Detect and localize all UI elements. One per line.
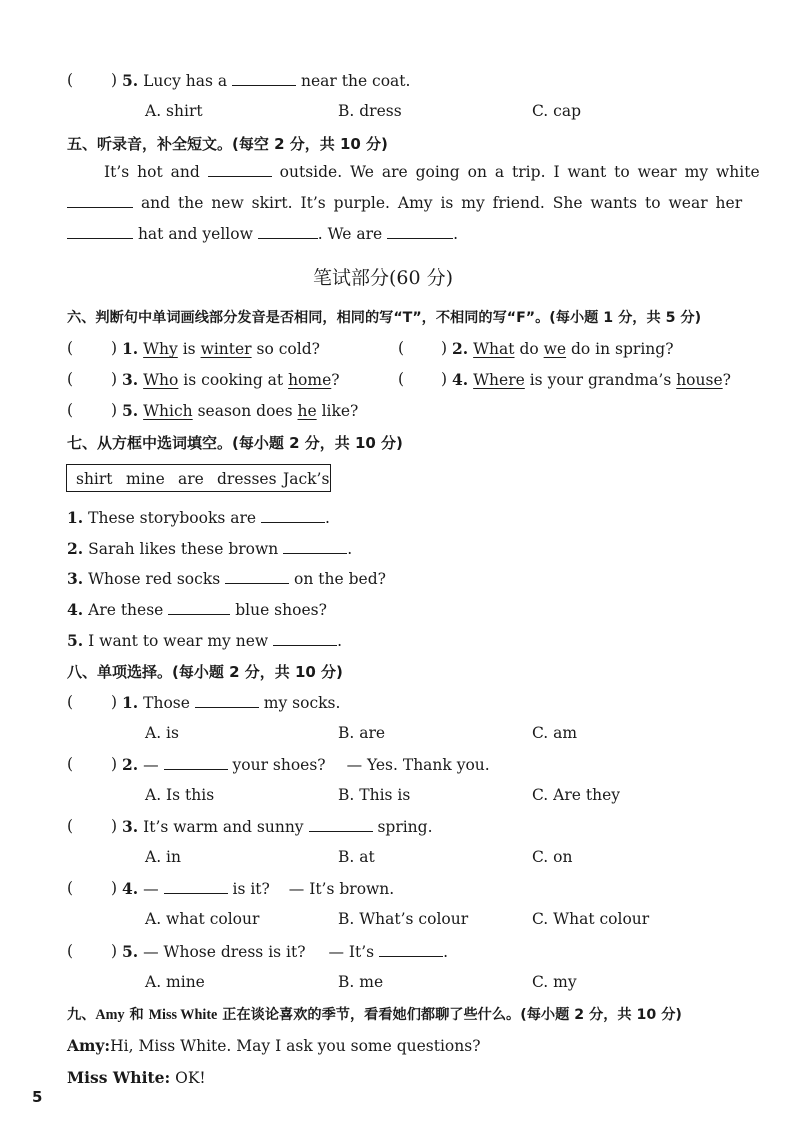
option-b[interactable]: B. are <box>338 724 386 742</box>
question-number: 4. <box>452 370 469 389</box>
answer-paren-open: ( <box>67 71 74 89</box>
answer-blank[interactable] <box>309 817 373 832</box>
heading-text: Amy <box>95 1007 125 1023</box>
stem-text: — <box>143 880 159 898</box>
passage-text: and the new skirt. <box>140 194 293 212</box>
stem-text: on the bed? <box>294 570 386 588</box>
stem-text: like? <box>316 402 359 420</box>
word-bank-box <box>66 464 331 492</box>
passage-text: It’s hot and <box>104 163 200 181</box>
question-number: 3. <box>122 817 139 836</box>
page-number: 5 <box>32 1088 43 1106</box>
heading-text: Miss White <box>148 1007 218 1023</box>
underlined-word: Who <box>143 371 179 389</box>
answer-paren-open: ( <box>67 693 74 711</box>
answer-paren-close: ) <box>111 339 118 357</box>
question-number: 1. <box>122 339 139 358</box>
s6-item-1 <box>122 339 320 358</box>
question-number: 3. <box>67 569 84 588</box>
answer-paren-close: ) <box>111 879 118 897</box>
stem-text: is it? <box>232 880 270 898</box>
s8-item-3 <box>122 817 433 836</box>
question-number: 5. <box>122 401 139 420</box>
dialogue-text: OK! <box>170 1069 206 1087</box>
s7-item-5 <box>67 631 342 650</box>
passage-text: . <box>453 225 459 243</box>
question-number: 4. <box>67 600 84 619</box>
stem-text: Sarah likes these brown <box>88 540 279 558</box>
answer-paren-open: ( <box>67 942 74 960</box>
stem-text: Those <box>143 694 190 712</box>
s6-item-5 <box>122 401 358 420</box>
question-number: 1. <box>67 508 84 527</box>
underlined-word: Why <box>143 340 178 358</box>
passage-text: I want to wear my white <box>553 163 760 181</box>
answer-blank[interactable] <box>67 224 133 239</box>
word-bank-item: dresses <box>217 470 277 488</box>
question-number: 2. <box>67 539 84 558</box>
underlined-word: house <box>676 371 723 389</box>
heading-text: 九、 <box>67 1007 96 1023</box>
s6-item-4 <box>452 370 731 389</box>
answer-paren-close: ) <box>111 370 118 388</box>
stem-text: Lucy has a <box>143 72 228 90</box>
answer-paren-open: ( <box>67 755 74 773</box>
speaker-name: Miss White: <box>67 1068 171 1087</box>
stem-text: spring. <box>377 818 433 836</box>
answer-blank[interactable] <box>225 569 289 584</box>
stem-text: — <box>143 756 159 774</box>
question-number: 4. <box>122 879 139 898</box>
word-bank-item: mine <box>126 470 165 488</box>
heading-text: 正在谈论喜欢的季节，看看她们都聊了些什么。(每小题 2 分，共 10 分) <box>217 1007 682 1023</box>
option-a[interactable]: A. is <box>145 724 179 742</box>
question-number: 1. <box>122 693 139 712</box>
s6-item-2 <box>452 339 674 358</box>
option-a[interactable]: A. Is this <box>145 786 215 804</box>
option-c[interactable]: C. Are they <box>532 786 621 804</box>
dialogue-text: Hi, Miss White. May I ask you some questions? <box>110 1037 481 1055</box>
stem-text: Whose red socks <box>88 570 221 588</box>
speaker-name: Amy: <box>67 1036 111 1055</box>
answer-blank[interactable] <box>273 631 337 646</box>
section-9-heading <box>67 1004 682 1024</box>
s8-item-2 <box>122 755 490 774</box>
stem-text: is your grandma’s <box>524 371 677 389</box>
option-b[interactable]: B. me <box>338 973 384 991</box>
question-number: 2. <box>452 339 469 358</box>
option-b[interactable]: B. at <box>338 848 375 866</box>
answer-blank[interactable] <box>258 224 318 239</box>
answer-blank[interactable] <box>208 162 272 177</box>
stem-text: your shoes? <box>232 756 326 774</box>
answer-paren-close: ) <box>111 401 118 419</box>
passage-text: She wants to wear her <box>552 194 743 212</box>
passage-text: outside. <box>279 163 343 181</box>
stem-text: is cooking at <box>178 371 289 389</box>
answer-paren-open: ( <box>67 339 74 357</box>
stem-text: blue shoes? <box>235 601 327 619</box>
answer-paren-close: ) <box>111 71 118 89</box>
option-a[interactable]: A. mine <box>145 973 205 991</box>
s7-item-1 <box>67 508 330 527</box>
stem-text: Are these <box>88 601 164 619</box>
stem-text: . <box>337 632 343 650</box>
answer-blank[interactable] <box>164 879 228 894</box>
option-c[interactable]: C. on <box>532 848 573 866</box>
option-a[interactable]: A. what colour <box>145 910 260 928</box>
passage-text: We are going on a trip. <box>350 163 546 181</box>
stem-text: my socks. <box>263 694 341 712</box>
stem-text: is <box>177 340 201 358</box>
underlined-word: Where <box>473 371 525 389</box>
s7-item-3 <box>67 569 386 588</box>
stem-text: season does <box>192 402 298 420</box>
answer-blank[interactable] <box>67 193 133 208</box>
option-c[interactable]: C. cap <box>532 102 582 120</box>
underlined-word: What <box>473 340 515 358</box>
underlined-word: winter <box>200 340 252 358</box>
answer-blank[interactable] <box>168 600 230 615</box>
answer-blank[interactable] <box>164 755 228 770</box>
stem-text: . <box>324 509 330 527</box>
option-c[interactable]: C. What colour <box>532 910 650 928</box>
stem-text: ? <box>722 371 731 389</box>
underlined-word: he <box>297 402 317 420</box>
dialogue-line-1 <box>67 1036 481 1055</box>
stem-text: — Yes. Thank you. <box>346 756 490 774</box>
answer-blank[interactable] <box>387 224 453 239</box>
s8-item-1 <box>122 693 340 712</box>
answer-paren-close: ) <box>441 370 448 388</box>
answer-paren-open: ( <box>398 339 405 357</box>
s7-item-4 <box>67 600 327 619</box>
answer-blank[interactable] <box>283 539 347 554</box>
stem-text: These storybooks are <box>88 509 257 527</box>
written-part-title: 笔试部分(60 分) <box>313 267 454 289</box>
stem-text: do in spring? <box>566 340 674 358</box>
stem-text: It’s warm and sunny <box>143 818 304 836</box>
answer-paren-close: ) <box>111 755 118 773</box>
word-bank-item: shirt <box>76 470 113 488</box>
passage-line-2 <box>67 193 742 212</box>
answer-paren-open: ( <box>67 370 74 388</box>
s7-item-2 <box>67 539 352 558</box>
answer-blank[interactable] <box>195 693 259 708</box>
answer-paren-close: ) <box>441 339 448 357</box>
option-c[interactable]: C. my <box>532 973 577 991</box>
passage-line-3 <box>67 224 458 243</box>
answer-blank[interactable] <box>379 942 443 957</box>
section-7-heading: 七、从方框中选词填空。(每小题 2 分，共 10 分) <box>67 434 403 452</box>
dialogue-line-2 <box>67 1068 206 1087</box>
answer-paren-close: ) <box>111 942 118 960</box>
answer-blank[interactable] <box>232 71 296 86</box>
passage-text: hat and yellow <box>137 225 253 243</box>
answer-paren-open: ( <box>398 370 405 388</box>
stem-text: I want to wear my new <box>88 632 269 650</box>
section-8-heading: 八、单项选择。(每小题 2 分，共 10 分) <box>67 663 343 681</box>
passage-line-1 <box>104 162 760 181</box>
section-5-heading: 五、听录音，补全短文。(每空 2 分，共 10 分) <box>67 135 388 153</box>
word-bank-item: are <box>178 470 204 488</box>
stem-text: — It’s brown. <box>288 880 395 898</box>
stem-text: . <box>347 540 353 558</box>
passage-text: . We are <box>317 225 383 243</box>
question-5-stem <box>122 71 410 90</box>
stem-text: near the coat. <box>301 72 411 90</box>
s6-item-3 <box>122 370 340 389</box>
option-b[interactable]: B. This is <box>338 786 411 804</box>
question-number: 5. <box>67 631 84 650</box>
passage-text: Amy is my friend. <box>397 194 545 212</box>
stem-text: — Whose dress is it? <box>143 943 306 961</box>
answer-paren-open: ( <box>67 401 74 419</box>
stem-text: — It’s <box>328 943 375 961</box>
question-number: 5. <box>122 71 139 90</box>
section-6-heading: 六、判断句中单词画线部分发音是否相同，相同的写“T”，不相同的写“F”。(每小题 1 分，共 5 分) <box>67 310 702 326</box>
underlined-word: Which <box>143 402 193 420</box>
option-a[interactable]: A. shirt <box>145 102 203 120</box>
stem-text: ? <box>331 371 340 389</box>
s8-item-5: 5. — Whose dress is it? — It’s . <box>122 942 449 961</box>
question-number: 2. <box>122 755 139 774</box>
heading-text: 和 <box>124 1007 149 1023</box>
answer-blank[interactable] <box>261 508 325 523</box>
option-b[interactable]: B. dress <box>338 102 402 120</box>
answer-paren-open: ( <box>67 817 74 835</box>
option-b[interactable]: B. What’s colour <box>338 910 469 928</box>
underlined-word: we <box>543 340 567 358</box>
option-c[interactable]: C. am <box>532 724 578 742</box>
s8-item-4 <box>122 879 394 898</box>
answer-paren-close: ) <box>111 693 118 711</box>
stem-text: do <box>514 340 544 358</box>
underlined-word: home <box>288 371 332 389</box>
question-number: 3. <box>122 370 139 389</box>
answer-paren-close: ) <box>111 817 118 835</box>
option-a[interactable]: A. in <box>145 848 181 866</box>
question-number: 5. <box>122 942 139 961</box>
answer-paren-open: ( <box>67 879 74 897</box>
word-bank-item: Jack’s <box>283 470 330 488</box>
stem-text: so cold? <box>251 340 320 358</box>
passage-text: It’s purple. <box>300 194 390 212</box>
